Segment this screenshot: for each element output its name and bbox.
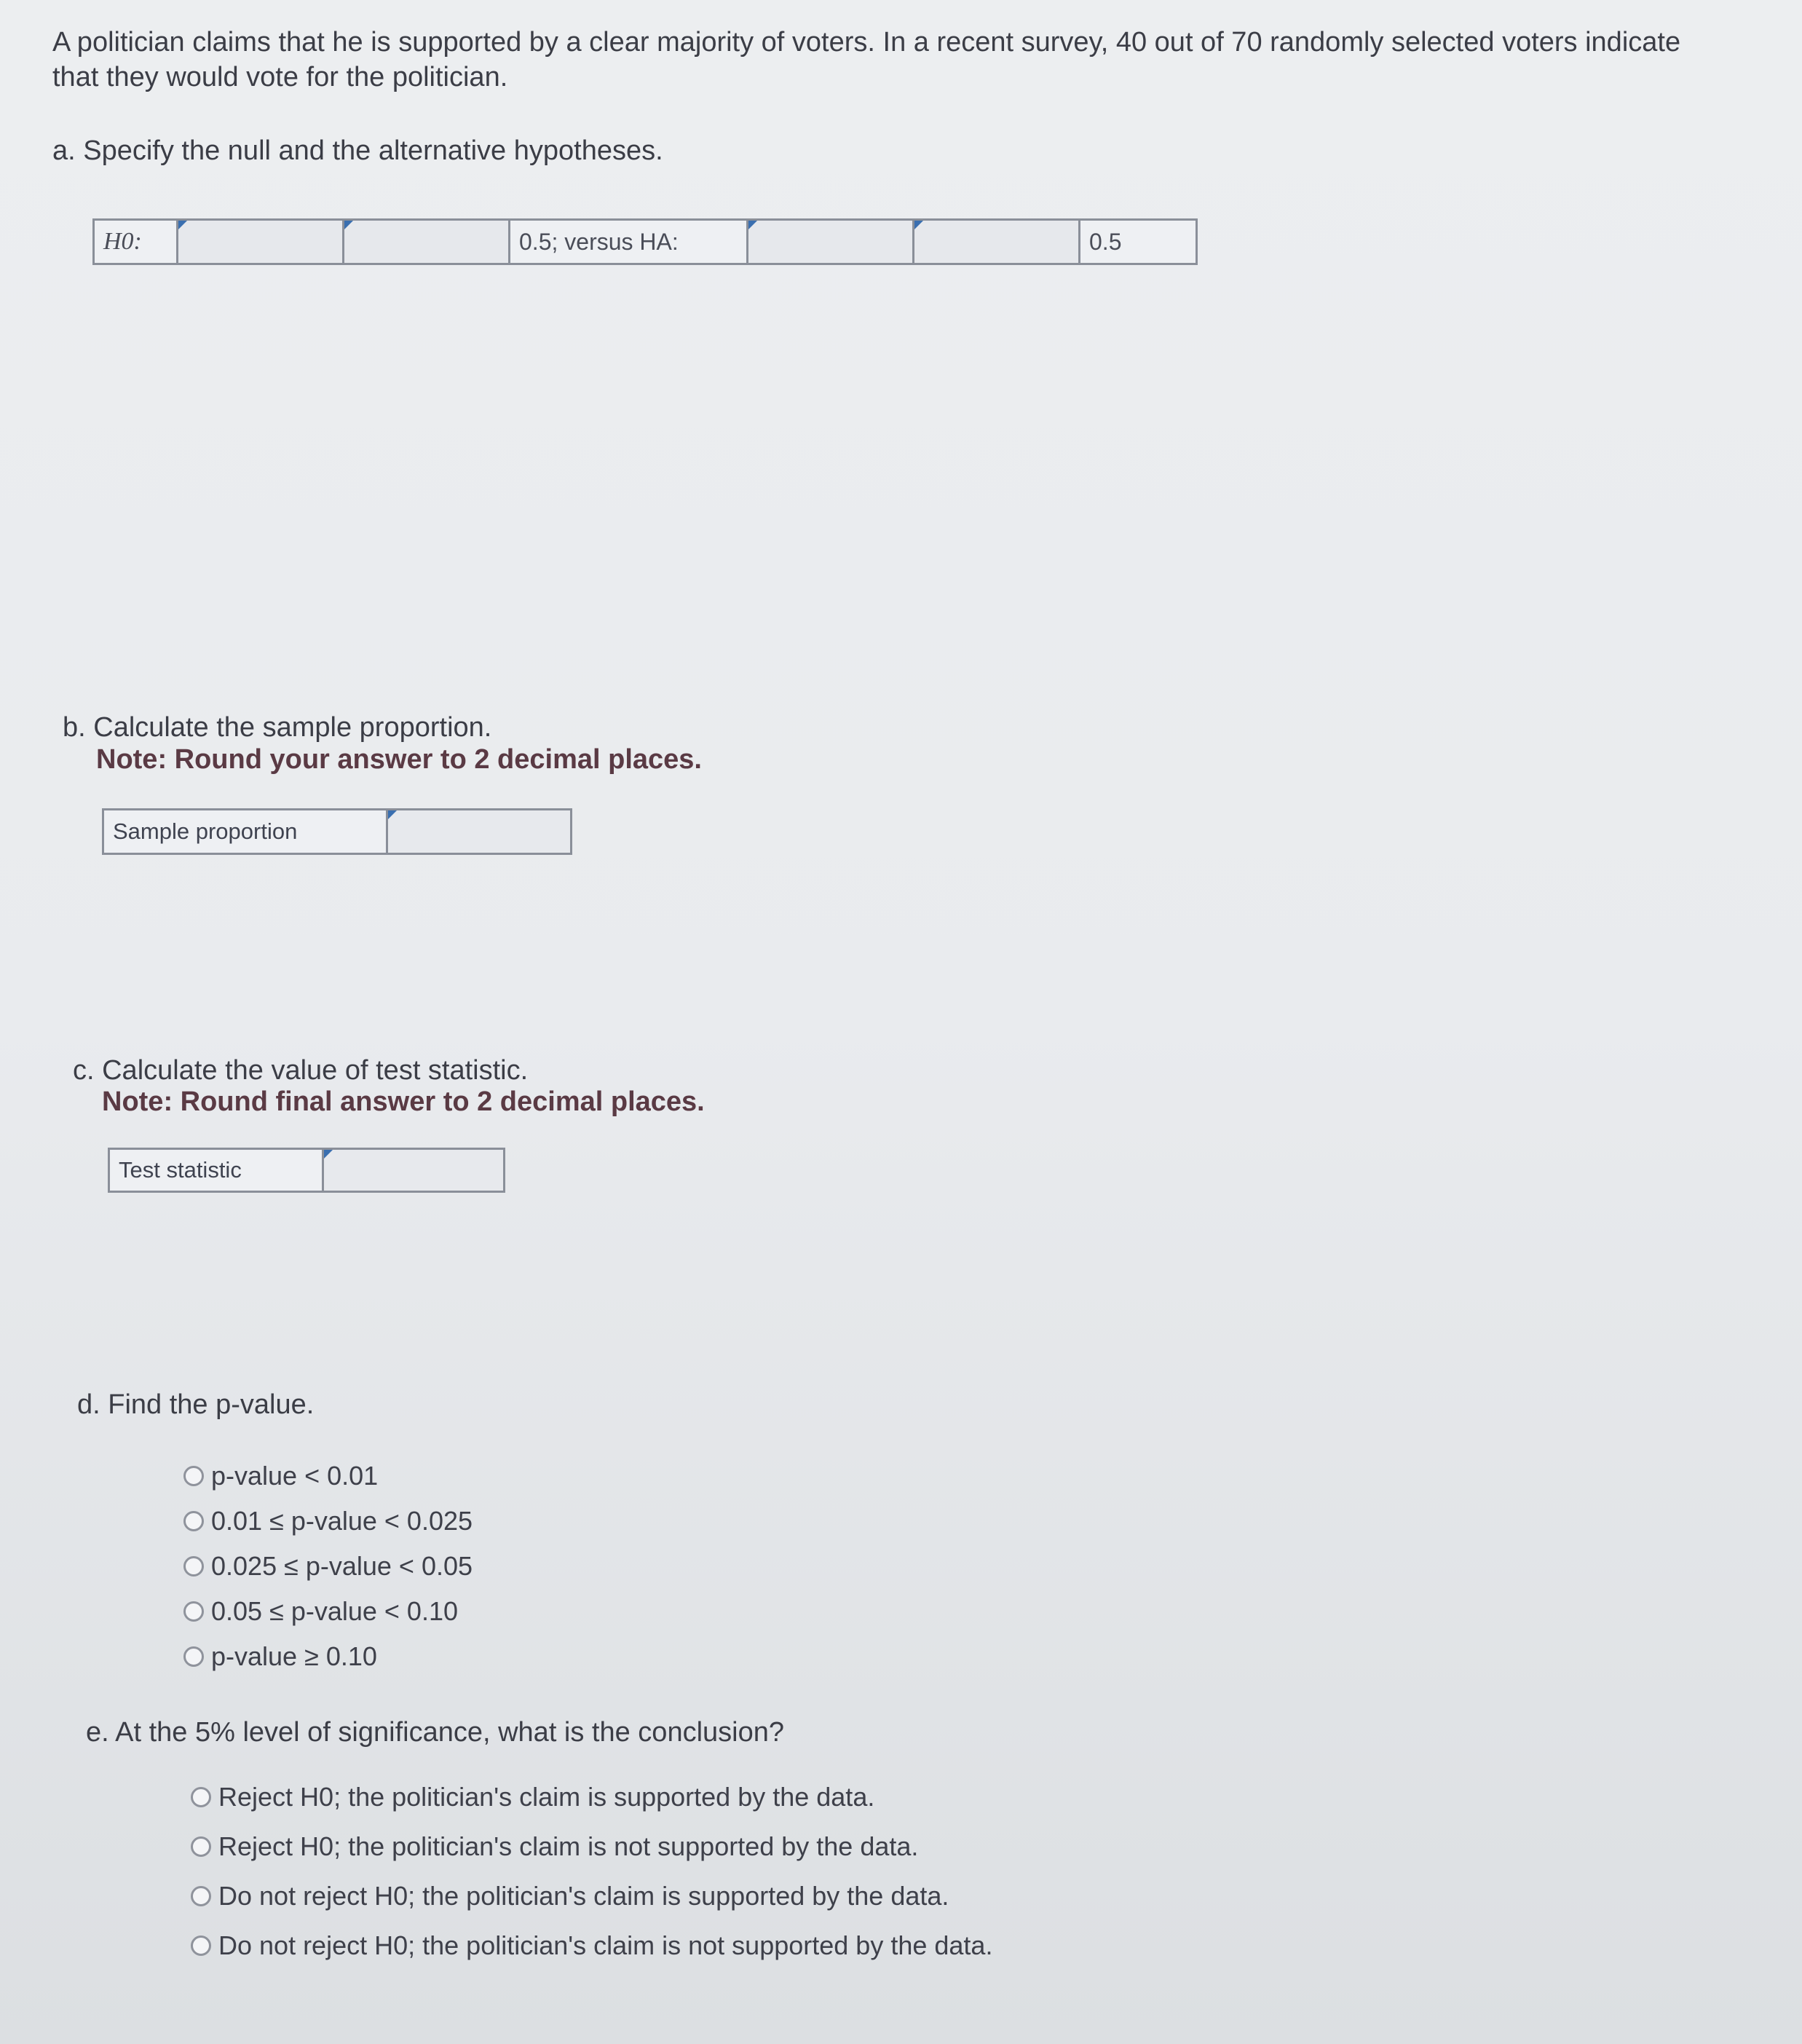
- conclusion-option-2-label: Reject H0; the politician's claim is not supported by the data.: [218, 1831, 919, 1861]
- p-value-option-4-label: 0.05 ≤ p-value < 0.10: [211, 1596, 458, 1626]
- radio-icon[interactable]: [183, 1511, 204, 1531]
- part-b-label: b. Calculate the sample proportion.: [63, 712, 492, 743]
- radio-icon[interactable]: [183, 1466, 204, 1486]
- conclusion-option-1-label: Reject H0; the politician's claim is supported by the data.: [218, 1782, 875, 1812]
- ha-parameter-select[interactable]: [748, 221, 914, 263]
- p-value-options: [183, 1453, 473, 1679]
- ha-value: [1080, 221, 1196, 263]
- part-a-label: a. Specify the null and the alternative hypotheses.: [52, 135, 663, 166]
- part-b-note: Note: Round your answer to 2 decimal places.: [96, 744, 702, 775]
- radio-icon[interactable]: [183, 1556, 204, 1577]
- problem-statement-line-1: A politician claims that he is supported by a clear majority of voters. In a recent survey, 40 out of 70 randomly selected voters indicate: [52, 27, 1681, 58]
- p-value-option-1[interactable]: [183, 1453, 473, 1499]
- hypotheses-middle-text-value: 0.5; versus HA:: [519, 228, 679, 255]
- h0-operator-select[interactable]: [344, 221, 510, 263]
- sample-proportion-input[interactable]: [388, 810, 570, 853]
- part-d-label: [77, 1388, 314, 1421]
- p-value-option-2[interactable]: [183, 1499, 473, 1544]
- conclusion-options: [191, 1772, 992, 1970]
- problem-statement-line-2: that they would vote for the politician.: [52, 62, 508, 92]
- sample-proportion-label: Sample proportion: [104, 810, 388, 853]
- hypotheses-middle-text: [510, 221, 748, 263]
- p-value-option-4[interactable]: [183, 1589, 473, 1634]
- conclusion-option-4-label: Do not reject H0; the politician's claim is not supported by the data.: [218, 1930, 993, 1960]
- problem-statement: [52, 25, 1785, 95]
- part-e-label: e. At the 5% level of significance, what is the conclusion?: [86, 1717, 784, 1748]
- p-value-option-5-label: p-value ≥ 0.10: [211, 1641, 377, 1671]
- conclusion-option-1[interactable]: [191, 1772, 992, 1822]
- part-c-label: c. Calculate the value of test statistic.: [73, 1055, 529, 1086]
- test-statistic-row: [108, 1148, 505, 1193]
- p-value-option-3-label: 0.025 ≤ p-value < 0.05: [211, 1551, 473, 1581]
- radio-icon[interactable]: [191, 1836, 211, 1857]
- radio-icon[interactable]: [191, 1787, 211, 1807]
- sample-proportion-row: [102, 808, 572, 855]
- h0-parameter-select[interactable]: [178, 221, 344, 263]
- h0-label-text: H0:: [103, 228, 142, 255]
- ha-value-text: 0.5: [1089, 228, 1122, 255]
- conclusion-option-3[interactable]: [191, 1871, 992, 1921]
- radio-icon[interactable]: [191, 1886, 211, 1906]
- test-statistic-label: Test statistic: [110, 1150, 324, 1191]
- part-d-label-text: d. Find the p-value.: [77, 1389, 315, 1420]
- part-c-note: Note: Round final answer to 2 decimal places.: [102, 1086, 705, 1117]
- test-statistic-input[interactable]: [324, 1150, 503, 1191]
- radio-icon[interactable]: [183, 1646, 204, 1667]
- conclusion-option-4[interactable]: [191, 1921, 992, 1970]
- radio-icon[interactable]: [183, 1601, 204, 1622]
- p-value-option-2-label: 0.01 ≤ p-value < 0.025: [211, 1506, 473, 1536]
- ha-operator-select[interactable]: [914, 221, 1080, 263]
- radio-icon[interactable]: [191, 1936, 211, 1956]
- conclusion-option-2[interactable]: [191, 1822, 992, 1871]
- p-value-option-1-label: p-value < 0.01: [211, 1461, 379, 1491]
- p-value-option-3[interactable]: [183, 1544, 473, 1589]
- conclusion-option-3-label: Do not reject H0; the politician's claim is supported by the data.: [218, 1881, 949, 1911]
- hypotheses-table: [92, 218, 1198, 265]
- p-value-option-5[interactable]: [183, 1634, 473, 1679]
- h0-label: [95, 221, 178, 263]
